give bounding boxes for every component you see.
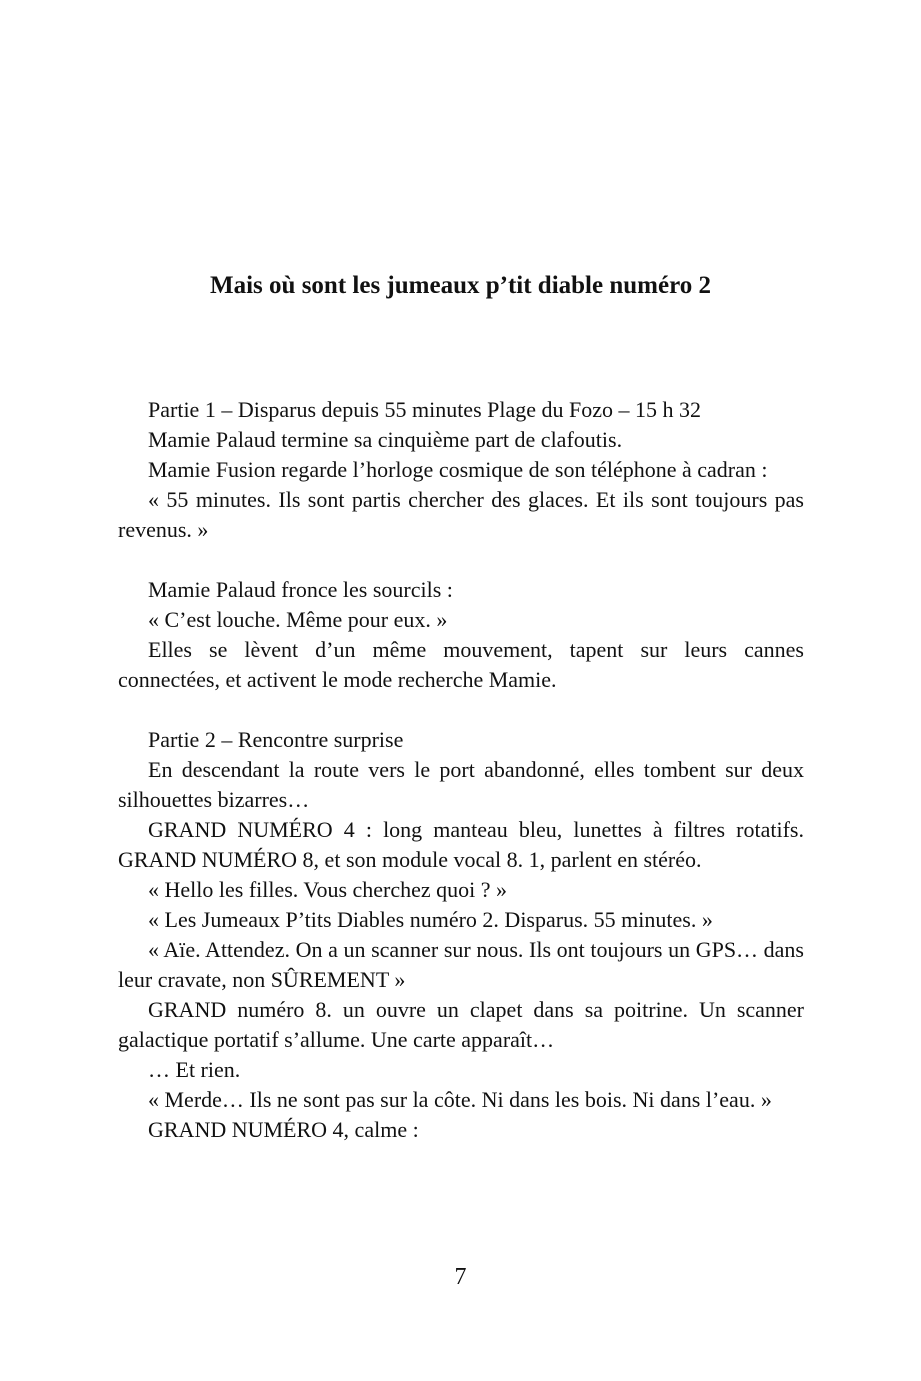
paragraph: « C’est louche. Même pour eux. »: [148, 607, 448, 632]
paragraph: « 55 minutes. Ils sont partis chercher des glaces. Et ils sont toujours pas revenus. »: [118, 487, 804, 542]
body-text: [118, 395, 804, 1145]
paragraph: Partie 1 – Disparus depuis 55 minutes Plage du Fozo – 15 h 32: [148, 397, 702, 422]
paragraph: « Merde… Ils ne sont pas sur la côte. Ni dans les bois. Ni dans l’eau. »: [148, 1087, 772, 1112]
paragraph: GRAND NUMÉRO 4, calme :: [148, 1117, 419, 1142]
paragraph: « Aïe. Attendez. On a un scanner sur nous. Ils ont toujours un GPS… dans leur cravate, non SÛREMENT »: [118, 937, 804, 992]
paragraph: Elles se lèvent d’un même mouvement, tapent sur leurs cannes connectées, et activent le mode recherche Mamie.: [118, 637, 804, 692]
paragraph: GRAND numéro 8. un ouvre un clapet dans sa poitrine. Un scanner galactique portatif s’allume. Une carte apparaît…: [118, 997, 804, 1052]
paragraph: GRAND NUMÉRO 4 : long manteau bleu, lunettes à filtres rotatifs. GRAND NUMÉRO 8, et son module vocal 8. 1, parlent en stéréo.: [118, 817, 804, 872]
paragraph: … Et rien.: [148, 1057, 241, 1082]
paragraph: « Hello les filles. Vous cherchez quoi ? »: [148, 877, 508, 902]
paragraph-gap: [118, 545, 804, 575]
chapter-title: Mais où sont les jumeaux p’tit diable numéro 2: [210, 272, 711, 299]
paragraph: Partie 2 – Rencontre surprise: [148, 727, 404, 752]
paragraph: « Les Jumeaux P’tits Diables numéro 2. Disparus. 55 minutes. »: [148, 907, 713, 932]
paragraph: Mamie Fusion regarde l’horloge cosmique de son téléphone à cadran :: [148, 457, 768, 482]
page-number: 7: [454, 1264, 467, 1290]
paragraph: Mamie Palaud fronce les sourcils :: [148, 577, 453, 602]
paragraph-gap: [118, 695, 804, 725]
paragraph: Mamie Palaud termine sa cinquième part de clafoutis.: [148, 427, 623, 452]
paragraph: En descendant la route vers le port abandonné, elles tombent sur deux silhouettes bizarres…: [118, 757, 804, 812]
